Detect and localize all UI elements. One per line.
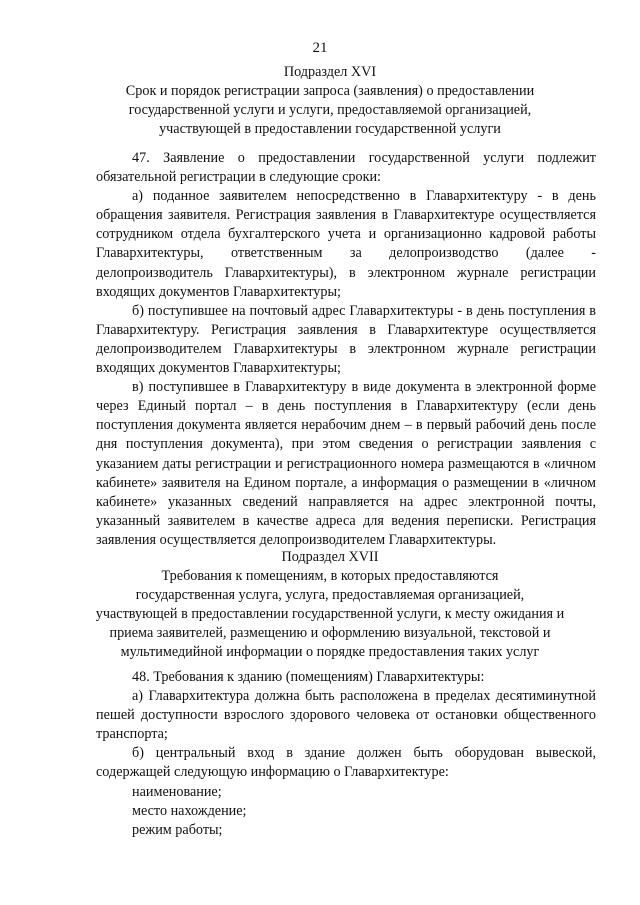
paragraph-48-a: а) Главархитектура должна быть расположена в пределах десятиминутной пешей доступности взрослого здорового человека от остановки общественного транспорта;	[96, 688, 596, 743]
list-item: наименование;	[132, 783, 222, 800]
paragraph-47: 47. Заявление о предоставлении государственной услуги подлежит обязательной регистрации в следующие сроки:	[96, 150, 596, 186]
section-17-title: Подраздел XVII	[281, 549, 379, 565]
paragraph-47-a: а) поданное заявителем непосредственно в Главархитектуру - в день обращения заявителя. Регистрация заявления в Главархитектуре осуществляется сотрудником отдела бухгалтерского учета и организационно кадровой работы Главархитектуры, ответственным за делопроизводство (далее - делопроизводитель Главархитектуры), в электронном журнале регистрации входящих документов Главархитектуры;	[96, 188, 596, 300]
section-16-heading	[60, 63, 600, 139]
list-item: режим работы;	[132, 821, 223, 838]
section-16-heading-line: участвующей в предоставлении государственной услуги	[159, 121, 501, 137]
section-17-heading-line: государственная услуга, услуга, предоставляемая организацией,	[135, 587, 525, 603]
section-17-heading-line: Требования к помещениям, в которых предоставляются	[161, 568, 499, 584]
section-17-heading-line: мультимедийной информации о порядке предоставления таких услуг	[120, 644, 540, 660]
paragraph-48-b: б) центральный вход в здание должен быть оборудован вывеской, содержащей следующую информацию о Главархитектуре:	[96, 745, 596, 781]
section-17-heading-line: участвующей в предоставлении государственной услуги, к месту ожидания и	[95, 606, 565, 622]
page-number: 21	[312, 40, 328, 56]
section-16-body	[96, 149, 596, 550]
section-16-heading-line: государственной услуги и услуги, предоставляемой организацией,	[128, 102, 532, 118]
list-item: место нахождение;	[132, 802, 247, 819]
paragraph-48: 48. Требования к зданию (помещениям) Главархитектуры:	[132, 669, 485, 685]
section-16-title: Подраздел XVI	[283, 64, 377, 80]
section-17-heading-line: приема заявителей, размещению и оформлению визуальной, текстовой и	[109, 625, 551, 641]
section-16-heading-line: Срок и порядок регистрации запроса (заявления) о предоставлении	[125, 83, 535, 99]
section-17-heading	[60, 548, 600, 662]
paragraph-47-b: б) поступившее на почтовый адрес Главархитектуры - в день поступления в Главархитектуру. Регистрация заявления в Главархитектуре осуществляется делопроизводителем Главархитектуры в электронном журнале регистрации входящих документов Главархитектуры;	[96, 302, 596, 377]
paragraph-47-c: в) поступившее в Главархитектуру в виде документа в электронной форме через Единый портал – в день поступления в Главархитектуру (если день поступления документа является нерабочим днем – в первый рабочий день после дня поступления документа), при этом сведения о регистрации заявления с указанием даты регистрации и регистрационного номера размещаются в «личном кабинете» заявителя на Едином портале, а информация о размещении в «личном кабинете» указанных сведений направляется на адрес электронной почты, указанный заявителем в качестве адреса для ведения переписки. Регистрация заявления осуществляется делопроизводителем Главархитектуры.	[96, 379, 596, 548]
section-17-body	[96, 668, 596, 840]
